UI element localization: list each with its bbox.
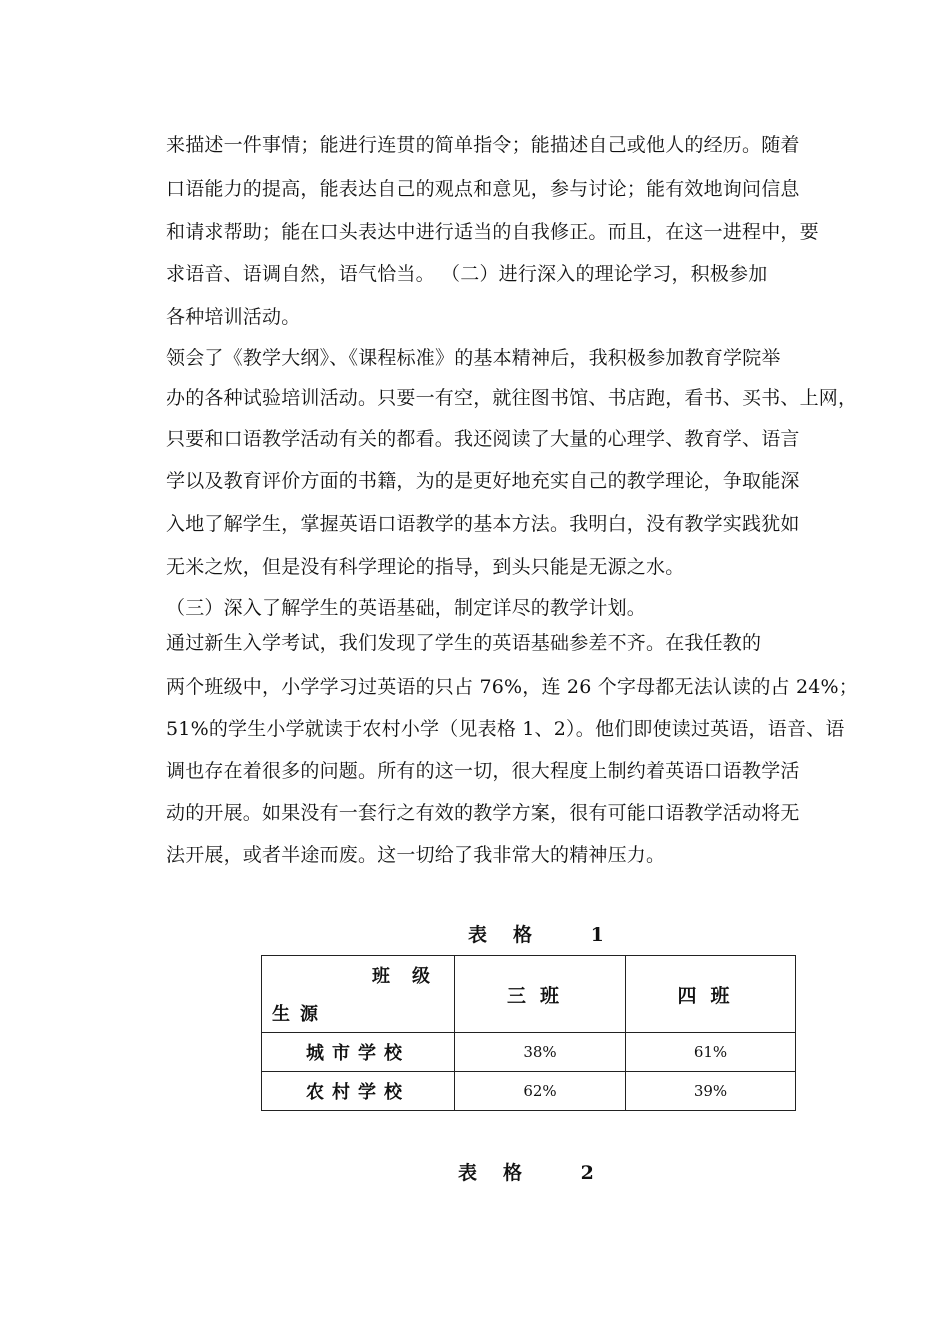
text-line: 求语音、语调自然，语气恰当。 （二）进行深入的理论学习，积极参加: [166, 263, 768, 285]
text-line: 动的开展。如果没有一套行之有效的教学方案，很有可能口语教学活动将无: [166, 802, 800, 824]
table-header-row: [262, 956, 796, 1033]
text-line: 入地了解学生，掌握英语口语教学的基本方法。我明白，没有教学实践犹如: [166, 513, 800, 535]
text-line: 无米之炊，但是没有科学理论的指导，到头只能是无源之水。: [166, 556, 685, 578]
table-row: [262, 1033, 796, 1072]
column-header: 四班: [626, 956, 796, 1033]
table-cell: 38%: [455, 1033, 626, 1072]
text-line: 法开展，或者半途而废。这一切给了我非常大的精神压力。: [166, 844, 666, 866]
table-cell: 61%: [626, 1033, 796, 1072]
table-corner-cell: [262, 956, 455, 1033]
section-heading: （三）深入了解学生的英语基础，制定详尽的教学计划。: [166, 597, 647, 619]
text-line: 通过新生入学考试，我们发现了学生的英语基础参差不齐。在我任教的: [166, 632, 762, 654]
row-header: 城市学校: [262, 1033, 455, 1072]
text-line: 领会了《教学大纲》、《课程标准》的基本精神后，我积极参加教育学院举: [166, 347, 781, 369]
text-line: 两个班级中，小学学习过英语的只占 76%，连 26 个字母都无法认读的占 24%；: [166, 676, 858, 698]
text-line: 和请求帮助；能在口头表达中进行适当的自我修正。而且，在这一进程中，要: [166, 221, 819, 243]
table-row: [262, 1072, 796, 1111]
text-line: 各种培训活动。: [166, 306, 301, 328]
table1: [261, 955, 796, 1111]
text-line: 口语能力的提高，能表达自己的观点和意见，参与讨论；能有效地询问信息: [166, 178, 800, 200]
row-header: 农村学校: [262, 1072, 455, 1111]
text-line: 学以及教育评价方面的书籍，为的是更好地充实自己的教学理论，争取能深: [166, 470, 800, 492]
text-line: 51%的学生小学就读于农村小学（见表格 1、2）。他们即使读过英语，语音、语: [166, 718, 845, 740]
corner-row-label: 生源: [272, 1004, 328, 1025]
table2-caption: 表格 2: [458, 1162, 620, 1184]
table-cell: 39%: [626, 1072, 796, 1111]
text-line: 办的各种试验培训活动。只要一有空，就往图书馆、书店跑，看书、买书、上网，: [166, 387, 858, 409]
column-header: 三班: [455, 956, 626, 1033]
table-cell: 62%: [455, 1072, 626, 1111]
text-line: 调也存在着很多的问题。所有的这一切，很大程度上制约着英语口语教学活: [166, 760, 800, 782]
text-line: 来描述一件事情；能进行连贯的简单指令；能描述自己或他人的经历。随着: [166, 134, 800, 156]
table1-caption: 表格 1: [468, 924, 630, 946]
text-line: 只要和口语教学活动有关的都看。我还阅读了大量的心理学、教育学、语言: [166, 428, 800, 450]
corner-column-label: 班级: [372, 966, 452, 987]
